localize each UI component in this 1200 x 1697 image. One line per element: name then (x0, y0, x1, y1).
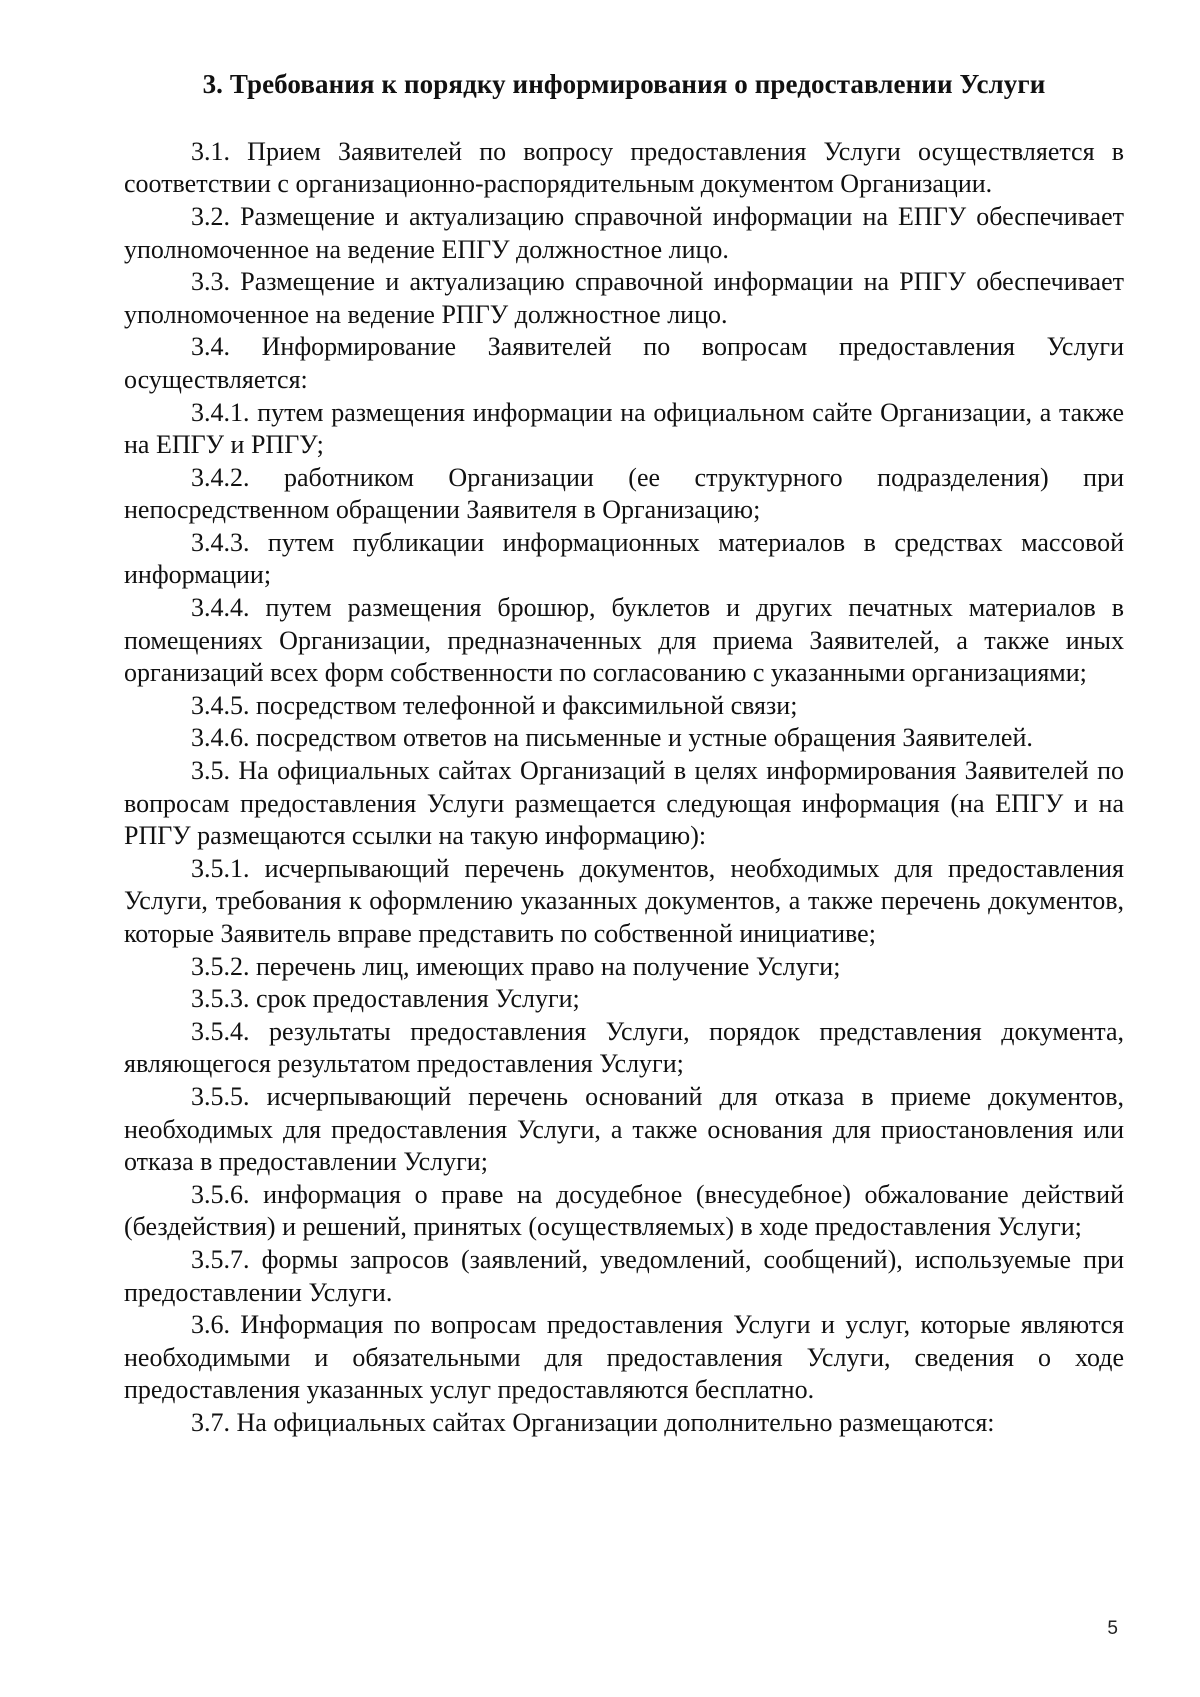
paragraph-3-5-1: 3.5.1. исчерпывающий перечень документов, необходимых для предоставления Услуги, требования к оформлению указанных документов, а также перечень документов, которые Заявитель вправе представить по собственной инициативе; (124, 853, 1124, 948)
paragraph-3-4-6: 3.4.6. посредством ответов на письменные и устные обращения Заявителей. (191, 723, 1033, 753)
paragraph-3-4-5: 3.4.5. посредством телефонной и факсимильной связи; (191, 690, 798, 720)
paragraph-3-5-7: 3.5.7. формы запросов (заявлений, уведомлений, сообщений), используемые при предоставлении Услуги. (124, 1244, 1124, 1307)
section-title: 3. Требования к порядку информирования о предоставлении Услуги (202, 69, 1046, 99)
paragraph-3-5-6: 3.5.6. информация о праве на досудебное (внесудебное) обжалование действий (бездействия) и решений, принятых (осуществляемых) в ходе предоставления Услуги; (124, 1179, 1124, 1242)
paragraph-3-3: 3.3. Размещение и актуализацию справочной информации на РПГУ обеспечивает уполномоченное на ведение РПГУ должностное лицо. (124, 267, 1124, 329)
paragraph-3-7: 3.7. На официальных сайтах Организации дополнительно размещаются: (191, 1407, 995, 1437)
paragraph-3-4-2: 3.4.2. работником Организации (ее структурного подразделения) при непосредственном обращении Заявителя в Организацию; (124, 462, 1124, 525)
paragraph-3-5-2: 3.5.2. перечень лиц, имеющих право на получение Услуги; (191, 951, 841, 981)
paragraph-3-1: 3.1. Прием Заявителей по вопросу предоставления Услуги осуществляется в соответствии с организационно-распорядительным документом Организации. (124, 136, 1124, 199)
paragraph-3-4: 3.4. Информирование Заявителей по вопросам предоставления Услуги осуществляется: (124, 332, 1124, 394)
paragraph-3-5: 3.5. На официальных сайтах Организаций в целях информирования Заявителей по вопросам предоставления Услуги размещается следующая информация (на ЕПГУ и на РПГУ размещаются ссылки на такую информацию): (124, 756, 1124, 851)
paragraph-3-5-5: 3.5.5. исчерпывающий перечень оснований для отказа в приеме документов, необходимых для предоставления Услуги, а также основания для приостановления или отказа в предоставлении Услуги; (124, 1081, 1124, 1177)
document-content (124, 68, 1124, 1440)
paragraph-3-5-4: 3.5.4. результаты предоставления Услуги, порядок представления документа, являющегося результатом предоставления Услуги; (124, 1016, 1124, 1079)
paragraph-3-2: 3.2. Размещение и актуализацию справочной информации на ЕПГУ обеспечивает уполномоченное на ведение ЕПГУ должностное лицо. (124, 201, 1124, 264)
paragraph-3-5-3: 3.5.3. срок предоставления Услуги; (191, 984, 580, 1014)
paragraph-3-4-1: 3.4.1. путем размещения информации на официальном сайте Организации, а также на ЕПГУ и РПГУ; (124, 397, 1124, 460)
paragraph-3-4-4: 3.4.4. путем размещения брошюр, буклетов и других печатных материалов в помещениях Организации, предназначенных для приема Заявителей, а также иных организаций всех форм собственности по согласованию с указанными организациями; (124, 593, 1124, 688)
page-number: 5 (1107, 1618, 1118, 1639)
paragraph-3-6: 3.6. Информация по вопросам предоставления Услуги и услуг, которые являются необходимыми и обязательными для предоставления Услуги, сведения о ходе предоставления указанных услуг предоставляются бесплатно. (124, 1310, 1124, 1405)
paragraph-3-4-3: 3.4.3. путем публикации информационных материалов в средствах массовой информации; (124, 527, 1124, 590)
